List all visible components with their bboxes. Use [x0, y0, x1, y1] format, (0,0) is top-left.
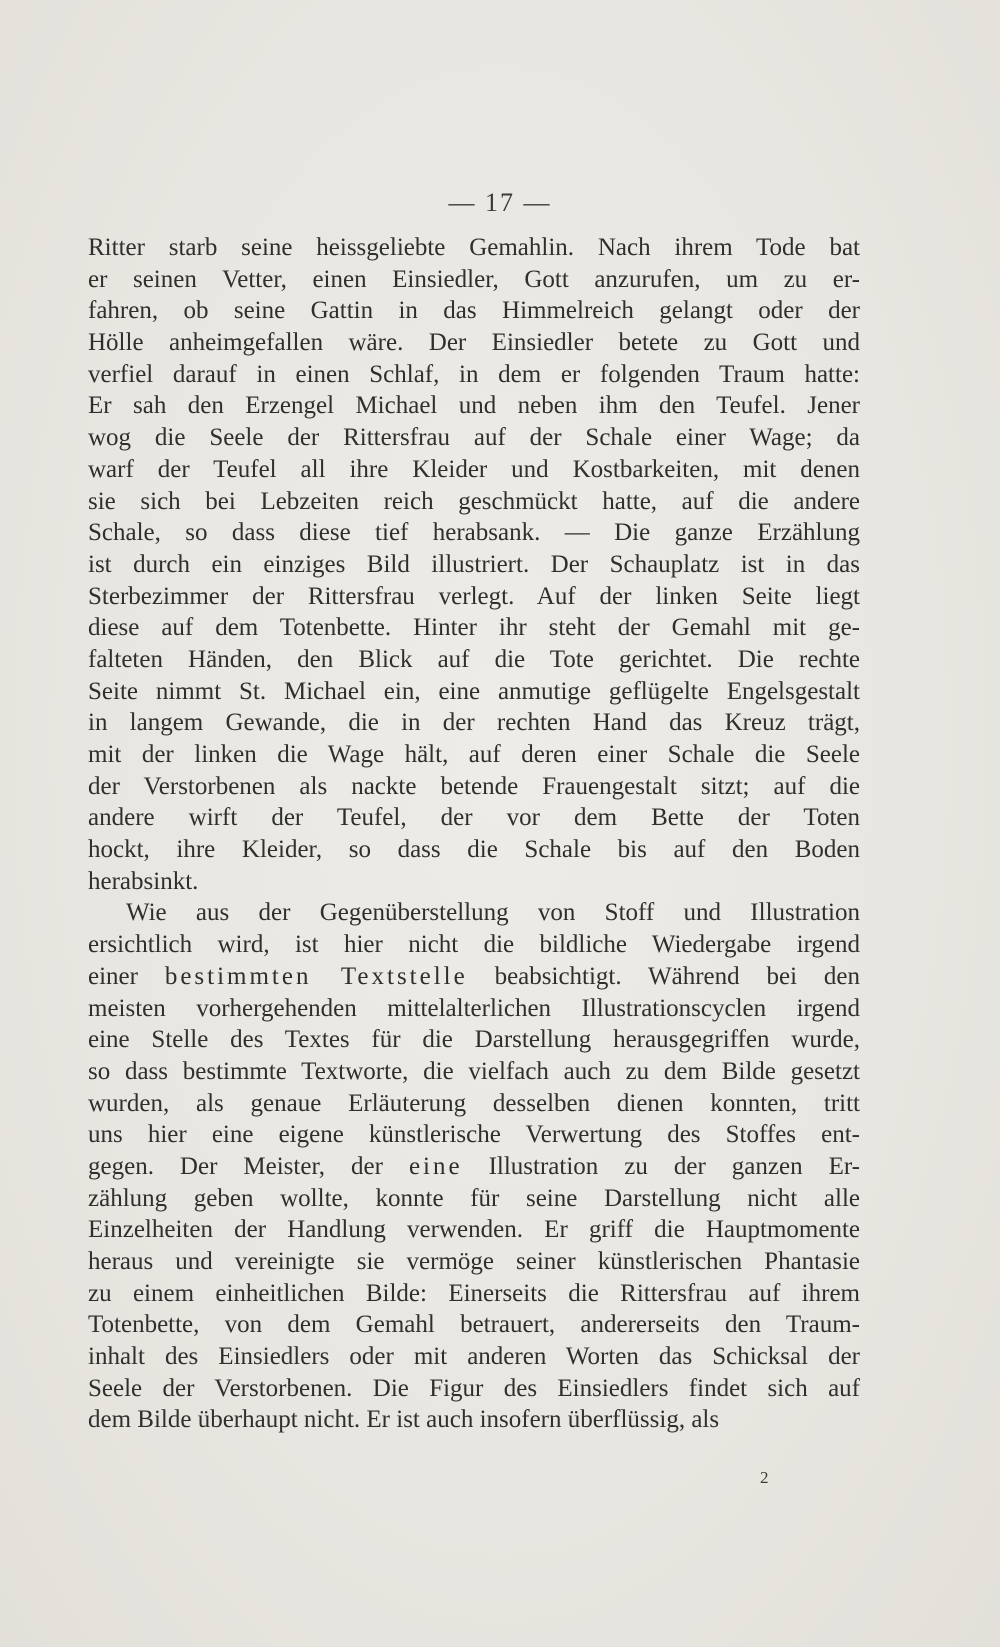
text-line: mit der linken die Wage hält, auf deren einer Schale die Seele: [88, 741, 860, 768]
text-line: heraus und vereinigte sie vermöge seiner künstlerischen Phantasie: [88, 1248, 860, 1275]
text-line: dem Bilde überhaupt nicht. Er ist auch insofern überflüssig, als: [88, 1406, 720, 1434]
text-line: falteten Händen, den Blick auf die Tote gerichtet. Die rechte: [88, 645, 860, 673]
text-line: fahren, ob seine Gattin in das Himmelreich gelangt oder der: [88, 297, 860, 325]
text-run: Illustration zu der ganzen Er-: [462, 1152, 860, 1180]
text-line: warf der Teufel all ihre Kleider und Kostbarkeiten, mit denen: [88, 455, 860, 483]
text-line: wog die Seele der Rittersfrau auf der Schale einer Wage; da: [88, 424, 860, 452]
text-line: Ritter starb seine heissgeliebte Gemahlin. Nach ihrem Tode bat: [88, 234, 860, 261]
text-run: gegen. Der Meister, der: [88, 1152, 409, 1180]
text-line: er seinen Vetter, einen Einsiedler, Gott anzurufen, um zu er-: [88, 265, 860, 293]
text-line: sie sich bei Lebzeiten reich geschmückt hatte, auf die andere: [88, 487, 860, 515]
text-run: beabsichtigt. Während bei den: [467, 962, 860, 990]
text-line: [88, 1151, 860, 1183]
text-line: uns hier eine eigene künstlerische Verwertung des Stoffes ent-: [88, 1121, 860, 1149]
text-line: diese auf dem Totenbette. Hinter ihr steht der Gemahl mit ge-: [88, 614, 860, 642]
text-line: meisten vorhergehenden mittelalterlichen Illustrationscyclen irgend: [88, 994, 860, 1022]
text-line: Einzelheiten der Handlung verwenden. Er griff die Hauptmomente: [88, 1216, 860, 1244]
text-line: zu einem einheitlichen Bilde: Einerseits die Rittersfrau auf ihrem: [88, 1279, 860, 1307]
text-line: Hölle anheimgefallen wäre. Der Einsiedler betete zu Gott und: [88, 329, 860, 357]
text-line: ist durch ein einziges Bild illustriert. Der Schauplatz ist in das: [88, 550, 860, 578]
text-line: verfiel darauf in einen Schlaf, in dem er folgenden Traum hatte:: [88, 360, 860, 388]
text-line: in langem Gewande, die in der rechten Hand das Kreuz trägt,: [88, 709, 860, 737]
text-line: Wie aus der Gegenüberstellung von Stoff und Illustration: [126, 899, 860, 927]
emphasized-text: eine: [408, 1152, 463, 1180]
text-line: Totenbette, von dem Gemahl betrauert, andererseits den Traum-: [88, 1311, 860, 1339]
text-line: Schale, so dass diese tief herabsank. — Die ganze Erzählung: [88, 519, 860, 547]
text-line: ersichtlich wird, ist hier nicht die bildliche Wiedergabe irgend: [88, 931, 860, 959]
text-line: andere wirft der Teufel, der vor dem Bette der Toten: [88, 804, 860, 832]
text-line: wurden, als genaue Erläuterung desselben dienen konnten, tritt: [88, 1089, 860, 1117]
paragraph: [88, 232, 860, 897]
text-run: einer: [88, 962, 165, 990]
text-line: Seite nimmt St. Michael ein, eine anmutige geflügelte Engelsgestalt: [88, 677, 860, 705]
text-line: inhalt des Einsiedlers oder mit anderen Worten das Schicksal der: [88, 1343, 860, 1371]
text-line: der Verstorbenen als nackte betende Frauengestalt sitzt; auf die: [88, 772, 860, 800]
text-line: so dass bestimmte Textworte, die vielfach auch zu dem Bilde gesetzt: [88, 1057, 860, 1085]
emphasized-text: bestimmten Textstelle: [164, 962, 468, 990]
text-line: Sterbezimmer der Rittersfrau verlegt. Auf der linken Seite liegt: [88, 582, 860, 610]
text-line: Er sah den Erzengel Michael und neben ihm den Teufel. Jener: [88, 392, 860, 420]
text-line: hockt, ihre Kleider, so dass die Schale bis auf den Boden: [88, 836, 860, 864]
text-line: [88, 961, 860, 993]
text-line: eine Stelle des Textes für die Darstellung herausgegriffen wurde,: [88, 1026, 860, 1054]
body-text: [88, 232, 860, 1436]
text-line: zählung geben wollte, konnte für seine Darstellung nicht alle: [88, 1184, 860, 1212]
text-line: herabsinkt.: [88, 867, 199, 895]
page-number: — 17 —: [448, 188, 552, 217]
paragraph: [88, 897, 860, 1436]
signature-mark: 2: [760, 1468, 769, 1487]
text-line: Seele der Verstorbenen. Die Figur des Einsiedlers findet sich auf: [88, 1374, 860, 1402]
